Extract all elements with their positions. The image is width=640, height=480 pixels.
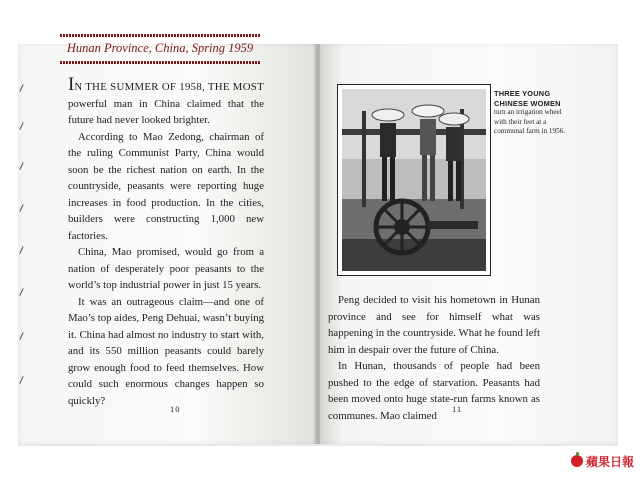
page-number-right: 11: [452, 404, 463, 414]
small-caps-lead: N THE SUMMER OF 1958, THE MOST: [74, 81, 264, 93]
right-body-text: [328, 292, 540, 424]
binding-stitch: [19, 84, 23, 92]
chapter-banner: [60, 34, 260, 64]
watermark-text: 蘋果日報: [585, 454, 634, 469]
banner-rule-top: [60, 34, 260, 37]
opening-rest: powerful man in China claimed that the future had never looked brighter.: [68, 97, 264, 126]
body-paragraph: In Hunan, thousands of people had been pushed to the edge of starvation. Peasants had been moved onto huge state-run farms known as communes. Mao claimed: [328, 360, 540, 422]
binding-stitch: [19, 246, 23, 254]
caption-heading: THREE YOUNG CHINESE WOMEN: [494, 89, 561, 108]
body-paragraph: It was an outrageous claim—and one of Mao’s top aides, Peng Dehuai, wasn’t buying it. China had almost no industry to start with, and its 550 million peasants could barely grow enough food to feed themselves. How could such enormous changes happen so quickly?: [68, 295, 264, 407]
binding-stitch: [19, 122, 23, 130]
binding-stitch: [19, 332, 23, 340]
body-paragraph: Peng decided to visit his hometown in Hunan province and see for himself what was happening in the countryside. What he found left him in despair over the future of China.: [328, 294, 540, 356]
body-paragraph: China, Mao promised, would go from a nation of desperately poor peasants to the world’s top industrial power in just 15 years.: [68, 246, 264, 291]
photo-image: [342, 89, 486, 271]
binding-stitch: [19, 204, 23, 212]
binding-stitch: [19, 376, 23, 384]
apple-icon: [571, 455, 583, 467]
banner-rule-bottom: [60, 61, 260, 64]
binding-stitch: [19, 162, 23, 170]
photo-caption: [494, 89, 572, 137]
caption-body: turn an irrigation wheel with their feet at a communal farm in 1956.: [494, 108, 566, 136]
page-number-left: 10: [170, 404, 181, 414]
historical-photo: [337, 84, 491, 276]
binding-stitch: [19, 288, 23, 296]
opening-paragraph: [68, 74, 264, 129]
body-paragraph: According to Mao Zedong, chairman of the ruling Communist Party, China would soon be the richest nation on earth. In the countryside, peasants were reporting huge increases in food production. In the cities, builders were constructing 1,000 new factories.: [68, 130, 264, 242]
drop-cap: I: [68, 74, 75, 95]
watermark-logo: [571, 451, 634, 471]
left-body-text: [68, 74, 264, 409]
chapter-title: Hunan Province, China, Spring 1959: [66, 41, 254, 55]
